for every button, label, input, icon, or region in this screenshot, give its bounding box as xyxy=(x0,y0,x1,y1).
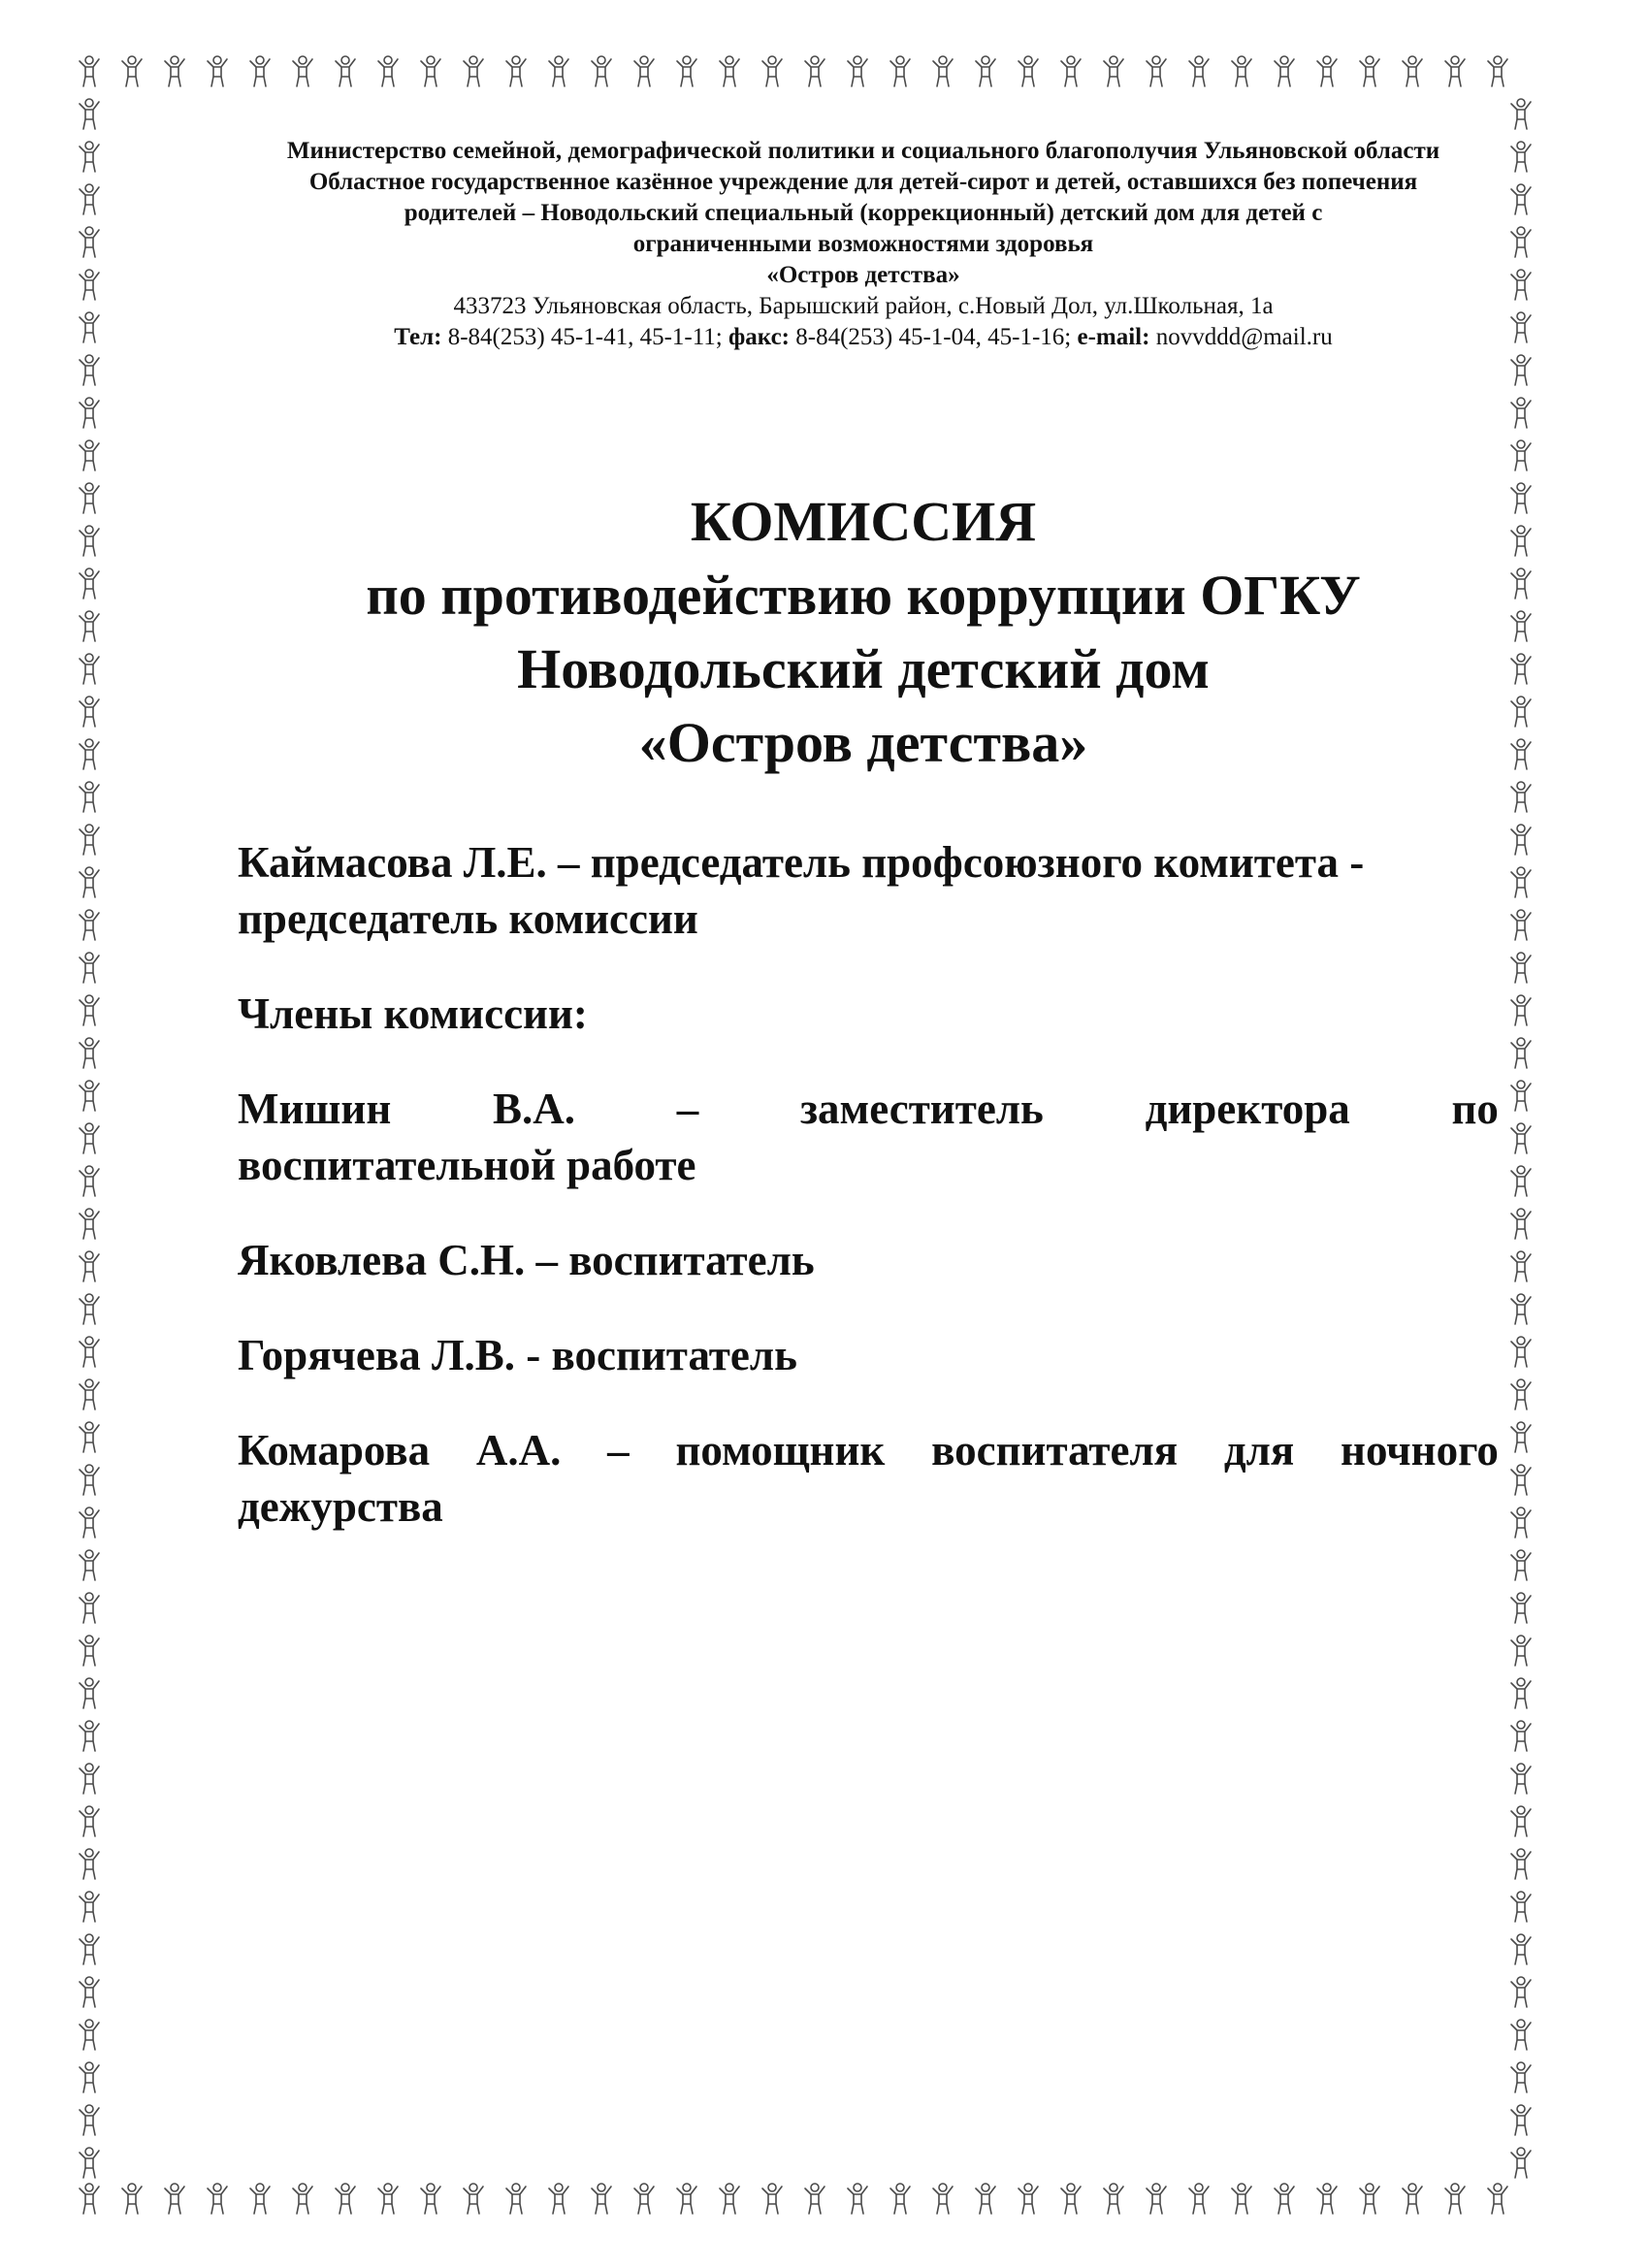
child-figure-icon xyxy=(720,2184,739,2214)
child-figure-icon xyxy=(1511,697,1531,727)
child-figure-icon xyxy=(549,2184,568,2214)
child-figure-icon xyxy=(1360,56,1379,86)
child-figure-icon xyxy=(506,2184,526,2214)
member-1-word: заместитель xyxy=(799,1085,1044,1133)
child-figure-icon xyxy=(677,2184,696,2214)
child-figure-icon xyxy=(80,1764,99,1794)
child-figure-icon xyxy=(80,99,99,129)
child-figure-icon xyxy=(80,142,99,172)
child-figure-icon xyxy=(165,2184,184,2214)
child-figure-icon xyxy=(976,56,995,86)
child-figure-icon xyxy=(1511,825,1531,855)
child-figure-icon xyxy=(1511,910,1531,940)
child-figure-icon xyxy=(80,654,99,684)
child-figure-icon xyxy=(1511,1465,1531,1495)
child-figure-icon xyxy=(1511,2105,1531,2135)
title-line-3: Новодольский детский дом xyxy=(517,637,1210,700)
child-figure-icon xyxy=(1511,1678,1531,1708)
address: 433723 Ульяновская область, Барышский район, с.Новый Дол, ул.Школьная, 1а xyxy=(453,293,1274,319)
child-figure-icon xyxy=(592,2184,611,2214)
member-4-word: ночного xyxy=(1341,1426,1499,1474)
child-figure-icon xyxy=(1511,355,1531,385)
child-figure-icon xyxy=(1147,2184,1166,2214)
child-figure-icon xyxy=(1511,1849,1531,1879)
child-figure-icon xyxy=(1511,1038,1531,1068)
child-figure-icon xyxy=(122,2184,142,2214)
child-figure-icon xyxy=(80,1251,99,1281)
child-figure-icon xyxy=(1511,782,1531,812)
child-figure-icon xyxy=(80,825,99,855)
child-figure-icon xyxy=(1511,1123,1531,1153)
child-figure-icon xyxy=(80,739,99,769)
child-figure-icon xyxy=(1511,1593,1531,1623)
child-figure-icon xyxy=(848,2184,867,2214)
child-figure-icon xyxy=(1511,270,1531,300)
child-figure-icon xyxy=(1511,1294,1531,1324)
chair-entry xyxy=(238,834,1499,947)
child-figure-icon xyxy=(1511,2020,1531,2050)
institution-line-1: Областное государственное казённое учреждение для детей-сирот и детей, оставшихся без попечения xyxy=(308,169,1418,195)
child-figure-icon xyxy=(1061,56,1081,86)
child-figure-icon xyxy=(1317,56,1337,86)
member-1-word: по xyxy=(1451,1085,1499,1133)
member-1-word: – xyxy=(676,1085,699,1133)
child-figure-icon xyxy=(80,2148,99,2178)
child-figure-icon xyxy=(805,56,824,86)
child-figure-icon xyxy=(80,1934,99,1964)
child-figure-icon xyxy=(1511,312,1531,342)
child-figure-icon xyxy=(80,1209,99,1239)
child-figure-icon xyxy=(378,56,398,86)
child-figure-icon xyxy=(549,56,568,86)
child-figure-icon xyxy=(976,2184,995,2214)
child-figure-icon xyxy=(1061,2184,1081,2214)
child-figure-icon xyxy=(250,2184,270,2214)
child-figure-icon xyxy=(1511,867,1531,897)
child-figure-icon xyxy=(80,1678,99,1708)
member-4-line-2: дежурства xyxy=(238,1482,443,1531)
child-figure-icon xyxy=(80,953,99,983)
member-entry-4 xyxy=(238,1422,1499,1535)
child-figure-icon xyxy=(1511,1934,1531,1964)
child-figure-icon xyxy=(762,2184,782,2214)
child-figure-icon xyxy=(1511,1892,1531,1922)
child-figure-icon xyxy=(1511,611,1531,641)
member-entry-2: Яковлева С.Н. – воспитатель xyxy=(238,1236,815,1284)
child-figure-icon xyxy=(250,56,270,86)
child-figure-icon xyxy=(80,697,99,727)
child-figure-icon xyxy=(1511,184,1531,214)
child-figure-icon xyxy=(592,56,611,86)
child-figure-icon xyxy=(1511,2148,1531,2178)
child-figure-icon xyxy=(634,2184,654,2214)
child-figure-icon xyxy=(80,1977,99,2007)
child-figure-icon xyxy=(1511,739,1531,769)
child-figure-icon xyxy=(464,2184,483,2214)
phone-value: 8-84(253) 45-1-41, 45-1-11; xyxy=(441,324,728,350)
child-figure-icon xyxy=(1511,1507,1531,1538)
child-figure-icon xyxy=(762,56,782,86)
child-figure-icon xyxy=(1232,56,1251,86)
child-figure-icon xyxy=(1511,953,1531,983)
child-figure-icon xyxy=(421,2184,440,2214)
child-figure-icon xyxy=(80,1806,99,1836)
child-figure-icon xyxy=(80,2062,99,2092)
commission-members xyxy=(238,834,1499,1573)
email-value: novvddd@mail.ru xyxy=(1149,324,1333,350)
child-figure-icon xyxy=(1511,142,1531,172)
child-figure-icon xyxy=(1360,2184,1379,2214)
child-figure-icon xyxy=(1511,1379,1531,1409)
child-figure-icon xyxy=(1511,1721,1531,1751)
child-figure-icon xyxy=(506,56,526,86)
child-figure-icon xyxy=(890,56,910,86)
child-figure-icon xyxy=(80,355,99,385)
child-figure-icon xyxy=(1189,2184,1209,2214)
child-figure-icon xyxy=(1511,99,1531,129)
letterhead xyxy=(223,136,1504,353)
child-figure-icon xyxy=(1147,56,1166,86)
child-figure-icon xyxy=(378,2184,398,2214)
child-figure-icon xyxy=(80,483,99,513)
institution-line-2: родителей – Новодольский специальный (коррекционный) детский дом для детей с xyxy=(404,200,1323,226)
child-figure-icon xyxy=(1511,1550,1531,1580)
member-1-line-2: воспитательной работе xyxy=(238,1141,696,1189)
child-figure-icon xyxy=(805,2184,824,2214)
child-figure-icon xyxy=(1511,1081,1531,1111)
child-figure-icon xyxy=(1104,56,1123,86)
ministry-name: Министерство семейной, демографической политики и социального благополучия Ульяновской области xyxy=(286,138,1440,164)
child-figure-icon xyxy=(80,312,99,342)
child-figure-icon xyxy=(80,910,99,940)
child-figure-icon xyxy=(933,2184,953,2214)
member-entry-1 xyxy=(238,1081,1499,1193)
child-figure-icon xyxy=(336,2184,355,2214)
child-figure-icon xyxy=(1511,1636,1531,1666)
child-figure-icon xyxy=(1511,995,1531,1025)
title-line-4: «Остров детства» xyxy=(638,711,1088,774)
child-figure-icon xyxy=(1511,2062,1531,2092)
member-4-word: А.А. xyxy=(475,1426,562,1474)
member-1-word: В.А. xyxy=(492,1085,575,1133)
child-figure-icon xyxy=(80,1465,99,1495)
child-figure-icon xyxy=(80,1123,99,1153)
child-figure-icon xyxy=(122,56,142,86)
member-4-word: Комарова xyxy=(238,1426,431,1474)
member-entry-3: Горячева Л.В. - воспитатель xyxy=(238,1331,797,1379)
child-figure-icon xyxy=(80,1379,99,1409)
child-figure-icon xyxy=(1511,1209,1531,1239)
child-figure-icon xyxy=(80,227,99,257)
child-figure-icon xyxy=(634,56,654,86)
child-figure-icon xyxy=(1511,1806,1531,1836)
child-figure-icon xyxy=(80,782,99,812)
child-figure-icon xyxy=(677,56,696,86)
child-figure-icon xyxy=(80,1593,99,1623)
child-figure-icon xyxy=(80,526,99,556)
child-figure-icon xyxy=(1511,398,1531,428)
email-label: e-mail: xyxy=(1077,324,1150,350)
member-1-line-1 xyxy=(238,1081,1499,1137)
child-figure-icon xyxy=(80,1892,99,1922)
title-line-1: КОМИССИЯ xyxy=(690,490,1037,553)
child-figure-icon xyxy=(1511,526,1531,556)
child-figure-icon xyxy=(1511,1337,1531,1367)
child-figure-icon xyxy=(464,56,483,86)
child-figure-icon xyxy=(720,56,739,86)
child-figure-icon xyxy=(1511,1422,1531,1452)
child-figure-icon xyxy=(80,1294,99,1324)
child-figure-icon xyxy=(165,56,184,86)
child-figure-icon xyxy=(1018,56,1038,86)
member-4-word: помощник xyxy=(675,1426,886,1474)
institution-line-3: ограниченными возможностями здоровья xyxy=(632,231,1094,257)
member-1-word: Мишин xyxy=(238,1085,392,1133)
fax-value: 8-84(253) 45-1-04, 45-1-16; xyxy=(790,324,1078,350)
child-figure-icon xyxy=(80,398,99,428)
child-figure-icon xyxy=(1511,440,1531,470)
child-figure-icon xyxy=(1445,56,1465,86)
child-figure-icon xyxy=(1403,56,1422,86)
child-figure-icon xyxy=(1511,483,1531,513)
child-figure-icon xyxy=(890,2184,910,2214)
member-4-word: для xyxy=(1223,1426,1295,1474)
child-figure-icon xyxy=(1488,56,1507,86)
contacts xyxy=(223,322,1504,353)
child-figure-icon xyxy=(293,56,312,86)
child-figure-icon xyxy=(208,2184,227,2214)
child-figure-icon xyxy=(80,440,99,470)
child-figure-icon xyxy=(80,1507,99,1538)
child-figure-icon xyxy=(1189,56,1209,86)
child-figure-icon xyxy=(80,2020,99,2050)
child-figure-icon xyxy=(848,56,867,86)
child-figure-icon xyxy=(80,1636,99,1666)
child-figure-icon xyxy=(80,1337,99,1367)
child-figure-icon xyxy=(80,56,99,86)
child-figure-icon xyxy=(1511,654,1531,684)
fax-label: факс: xyxy=(728,324,790,350)
child-figure-icon xyxy=(80,568,99,599)
child-figure-icon xyxy=(421,56,440,86)
title-line-2: по противодействию коррупции ОГКУ xyxy=(366,564,1361,627)
child-figure-icon xyxy=(80,270,99,300)
members-heading: Члены комиссии: xyxy=(238,989,588,1038)
institution-name: «Остров детства» xyxy=(766,262,960,288)
child-figure-icon xyxy=(1488,2184,1507,2214)
member-4-word: воспитателя xyxy=(931,1426,1179,1474)
child-figure-icon xyxy=(293,2184,312,2214)
document-title xyxy=(223,485,1504,780)
member-1-word: директора xyxy=(1145,1085,1350,1133)
child-figure-icon xyxy=(336,56,355,86)
child-figure-icon xyxy=(80,184,99,214)
child-figure-icon xyxy=(80,1721,99,1751)
child-figure-icon xyxy=(1403,2184,1422,2214)
child-figure-icon xyxy=(1104,2184,1123,2214)
child-figure-icon xyxy=(1018,2184,1038,2214)
member-4-word: – xyxy=(607,1426,630,1474)
child-figure-icon xyxy=(1317,2184,1337,2214)
child-figure-icon xyxy=(80,2184,99,2214)
phone-label: Тел: xyxy=(394,324,442,350)
child-figure-icon xyxy=(1275,2184,1294,2214)
child-figure-icon xyxy=(1275,56,1294,86)
child-figure-icon xyxy=(1445,2184,1465,2214)
child-figure-icon xyxy=(1232,2184,1251,2214)
member-4-line-1 xyxy=(238,1422,1499,1478)
child-figure-icon xyxy=(1511,227,1531,257)
child-figure-icon xyxy=(80,611,99,641)
child-figure-icon xyxy=(1511,568,1531,599)
child-figure-icon xyxy=(1511,1166,1531,1196)
child-figure-icon xyxy=(80,867,99,897)
child-figure-icon xyxy=(208,56,227,86)
child-figure-icon xyxy=(80,1038,99,1068)
child-figure-icon xyxy=(1511,1977,1531,2007)
chair-line-1: Каймасова Л.Е. – председатель профсоюзного комитета - xyxy=(238,838,1365,887)
child-figure-icon xyxy=(80,1166,99,1196)
child-figure-icon xyxy=(80,1422,99,1452)
child-figure-icon xyxy=(80,1081,99,1111)
child-figure-icon xyxy=(1511,1764,1531,1794)
chair-line-2: председатель комиссии xyxy=(238,894,698,943)
child-figure-icon xyxy=(1511,1251,1531,1281)
child-figure-icon xyxy=(80,1550,99,1580)
child-figure-icon xyxy=(80,995,99,1025)
child-figure-icon xyxy=(80,2105,99,2135)
child-figure-icon xyxy=(80,1849,99,1879)
child-figure-icon xyxy=(933,56,953,86)
